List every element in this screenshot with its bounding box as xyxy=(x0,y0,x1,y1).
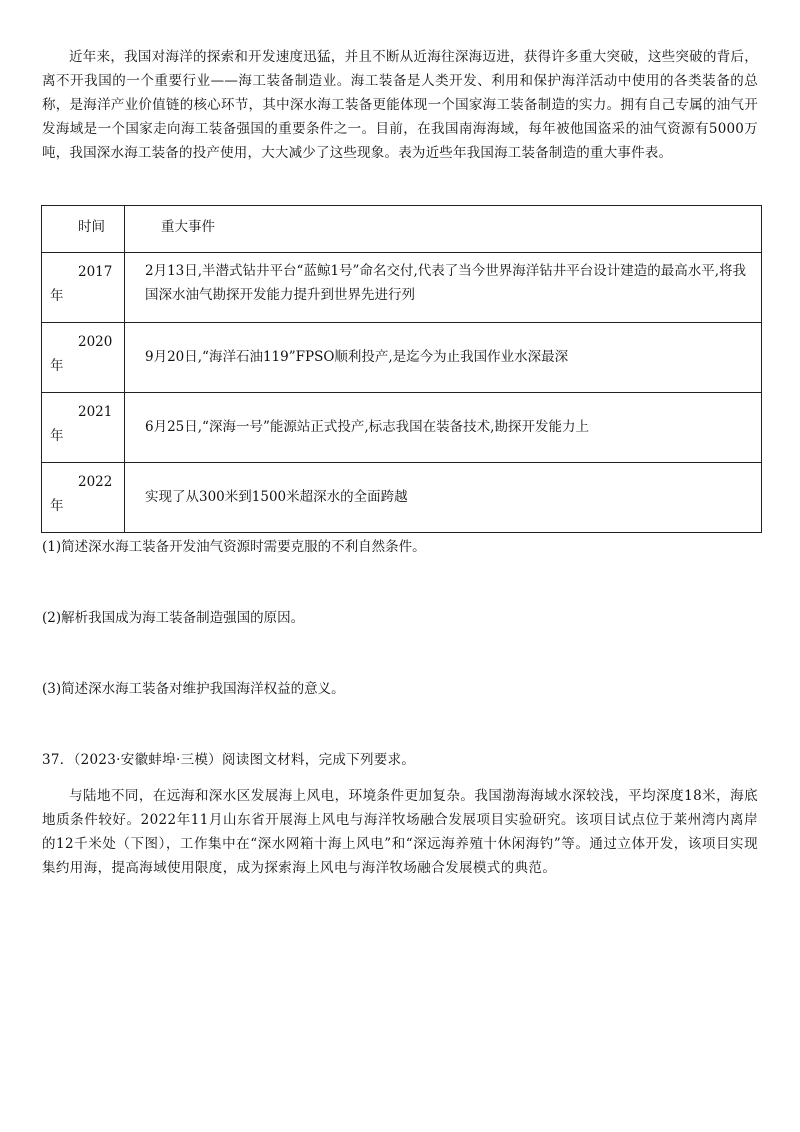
year-cell xyxy=(42,393,125,463)
events-table xyxy=(41,205,762,533)
year-number: 2022 xyxy=(78,474,113,490)
question-3: (3)简述深水海工装备对维护我国海洋权益的意义。 xyxy=(42,681,345,697)
year-cell xyxy=(42,323,125,393)
year-number: 2021 xyxy=(78,404,113,420)
year-unit: 年 xyxy=(50,288,64,304)
year-cell xyxy=(42,463,125,533)
table-row xyxy=(42,463,762,533)
table-row xyxy=(42,323,762,393)
question-2: (2)解析我国成为海工装备制造强国的原因。 xyxy=(42,610,305,626)
table-row xyxy=(42,253,762,323)
table-header-row xyxy=(42,206,762,253)
header-event: 重大事件 xyxy=(125,206,762,253)
question-37-heading: 37．（2023·安徽蚌埠·三模）阅读图文材料，完成下列要求。 xyxy=(42,752,416,768)
event-cell: 2月13日,半潜式钻井平台“蓝鲸1号”命名交付,代表了当今世界海洋钻井平台设计建造的最高水平,将我国深水油气勘探开发能力提升到世界先进行列 xyxy=(125,253,762,323)
year-unit: 年 xyxy=(50,428,64,444)
year-unit: 年 xyxy=(50,498,64,514)
event-cell: 实现了从300米到1500米超深水的全面跨越 xyxy=(125,463,762,533)
year-unit: 年 xyxy=(50,358,64,374)
question-37-paragraph: 与陆地不同，在远海和深水区发展海上风电，环境条件更加复杂。我国渤海海域水深较浅，平均深度18米，海底地质条件较好。2022年11月山东省开展海上风电与海洋牧场融合发展项目实验研究。该项目试点位于莱州湾内离岸的12千米处（下图），工作集中在“深水网箱十海上风电”和“深远海养殖十休闲海钓”等。通过立体开发，该项目实现集约用海，提高海域使用限度，成为探索海上风电与海洋牧场融合发展模式的典范。 xyxy=(42,788,758,876)
intro-paragraph: 近年来，我国对海洋的探索和开发速度迅猛，并且不断从近海往深海迈进，获得许多重大突破，这些突破的背后，离不开我国的一个重要行业——海工装备制造业。海工装备是人类开发、利用和保护海洋活动中使用的各类装备的总称，是海洋产业价值链的核心环节，其中深水海工装备更能体现一个国家海工装备制造的实力。拥有自己专属的油气开发海域是一个国家走向海工装备强国的重要条件之一。目前，在我国南海海域，每年被他国盗采的油气资源有5000万吨，我国深水海工装备的投产使用，大大减少了这些现象。表为近些年我国海工装备制造的重大事件表。 xyxy=(42,49,758,161)
question-1: (1)简述深水海工装备开发油气资源时需要克服的不利自然条件。 xyxy=(42,539,426,555)
event-cell: 6月25日,“深海一号”能源站正式投产,标志我国在装备技术,勘探开发能力上 xyxy=(125,393,762,463)
event-cell: 9月20日,“海洋石油119”FPSO顺利投产,是迄今为止我国作业水深最深 xyxy=(125,323,762,393)
year-number: 2017 xyxy=(78,264,113,280)
header-time: 时间 xyxy=(42,206,125,253)
year-number: 2020 xyxy=(78,334,113,350)
year-cell xyxy=(42,253,125,323)
table-row xyxy=(42,393,762,463)
